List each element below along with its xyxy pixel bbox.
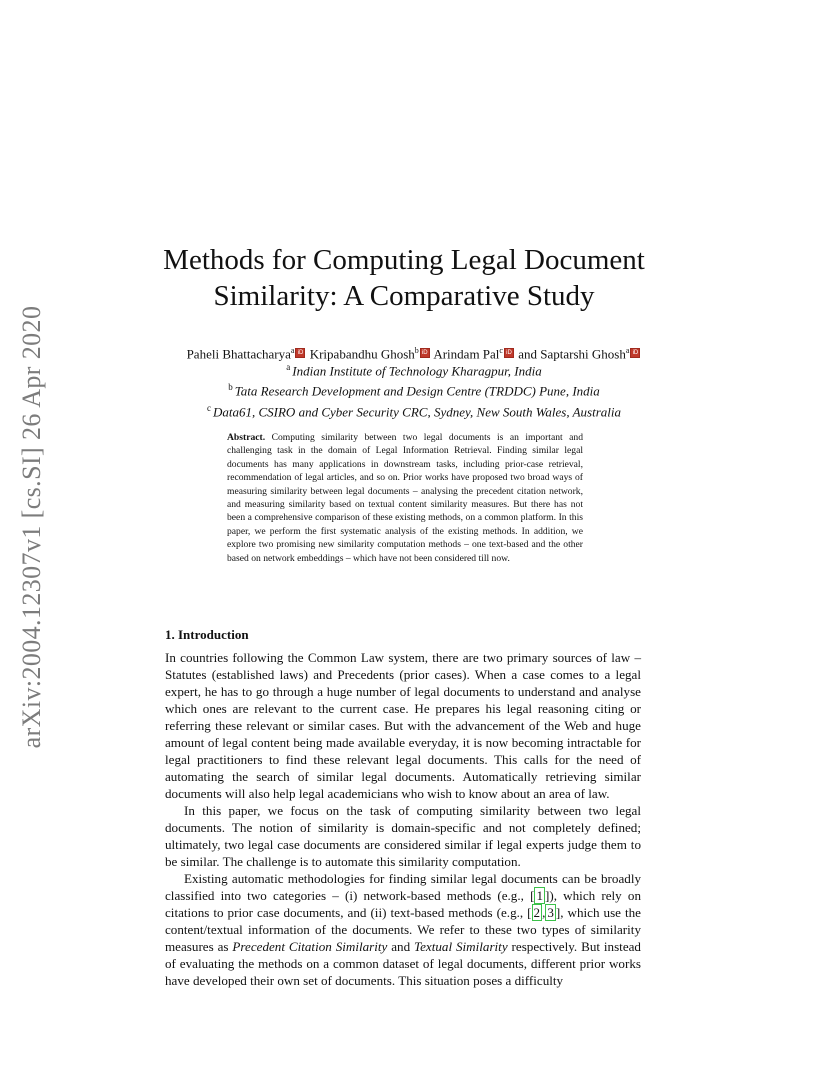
introduction-body	[165, 649, 641, 989]
affiliation-list	[114, 359, 714, 420]
orcid-icon[interactable]: iD	[630, 348, 640, 358]
author-affil-sup: a	[290, 346, 295, 355]
author-name: Arindam Pal	[433, 346, 500, 362]
author-name: Kripabandhu Ghosh	[309, 346, 415, 362]
term-precedent-citation-similarity: Precedent Citation Similarity	[232, 939, 388, 954]
section-heading-introduction: 1. Introduction	[165, 627, 249, 642]
author-affil-sup: c	[499, 346, 503, 355]
citation-link[interactable]: 3	[547, 905, 554, 920]
abstract-text: Computing similarity between two legal documents is an important and challenging task in the domain of Legal Information Retrieval. Finding similar legal documents has many applications in downstream tasks, including prior-case retrieval, recommendation of legal articles, and so on. Prior works have proposed two broad ways of measuring similarity between legal documents – analysing the precedent citation network, and measuring similarity based on textual content similarity measures. But there has not been a comprehensive comparison of these existing methods, on a common platform. In this paper, we perform the first systematic analysis of the existing methods. In addition, we explore two promising new similarity computation methods – one text-based and the other based on network embeddings – which have not been considered till now.	[227, 432, 583, 564]
paragraph-3: Existing automatic methodologies for finding similar legal documents can be broadly classified into two categories – (i) network-based methods (e.g., [ 1 ]), which rely on citations to prior case documents, and (ii) text-based methods (e.g., [ 2 , 3 ], which use the content/textual information of the documents. We refer to these two types of similarity measures as Precedent Citation Similarity and Textual Similarity respectively. But instead of evaluating the methods on a common dataset of legal documents, different prior works have developed their own set of documents. This situation poses a difficulty	[165, 871, 641, 988]
author-name: Paheli Bhattacharya	[186, 346, 291, 362]
citation-link[interactable]: 1	[536, 888, 543, 903]
paragraph-2: In this paper, we focus on the task of computing similarity between two legal documents. The notion of similarity is domain-specific and not completely defined; ultimately, two legal case documents are considered similar if legal experts judge them to be similar. The challenge is to automate this similarity computation.	[165, 803, 641, 869]
affiliation-a: $^a$ Indian Institute of Technology Kharagpur, India	[286, 362, 542, 379]
affiliation-c: $^c$ Data61, CSIRO and Cyber Security CRC, Sydney, New South Wales, Australia	[206, 402, 622, 419]
orcid-icon[interactable]: iD	[420, 348, 430, 358]
author-affil-sup: a	[625, 346, 630, 355]
orcid-icon[interactable]: iD	[295, 348, 305, 358]
paper-title	[114, 242, 694, 314]
paragraph-1: In countries following the Common Law system, there are two primary sources of law – Statutes (established laws) and Precedents (prior cases). When a case comes to a legal expert, he has to go through a huge number of legal documents to understand and analyse which ones are relevant to the current case. He prepares his legal reasoning citing or referring these relevant or similar cases. But with the advancement of the Web and huge amount of legal content being made available everyday, it is now becoming intractable for legal practitioners to find these relevant legal documents. This calls for the need of automating the search of similar legal documents. Automatically retrieving similar documents will also help legal academicians who wish to know about an area of law.	[165, 650, 641, 801]
arxiv-identifier-stamp: arXiv:2004.12307v1 [cs.SI] 26 Apr 2020	[17, 305, 46, 749]
term-textual-similarity: Textual Similarity	[414, 939, 508, 954]
author-affil-sup: b	[414, 346, 419, 355]
orcid-icon[interactable]: iD	[504, 348, 514, 358]
title-line-1: Methods for Computing Legal Document	[163, 244, 645, 276]
affiliation-b: $^b$ Tata Research Development and Design Centre (TRDDC) Pune, India	[228, 382, 600, 399]
citation-link[interactable]: 2	[533, 905, 541, 920]
author-name: and Saptarshi Ghosh	[518, 346, 626, 362]
title-line-2: Similarity: A Comparative Study	[213, 280, 595, 312]
abstract	[227, 431, 583, 565]
abstract-label: Abstract.	[227, 432, 266, 443]
